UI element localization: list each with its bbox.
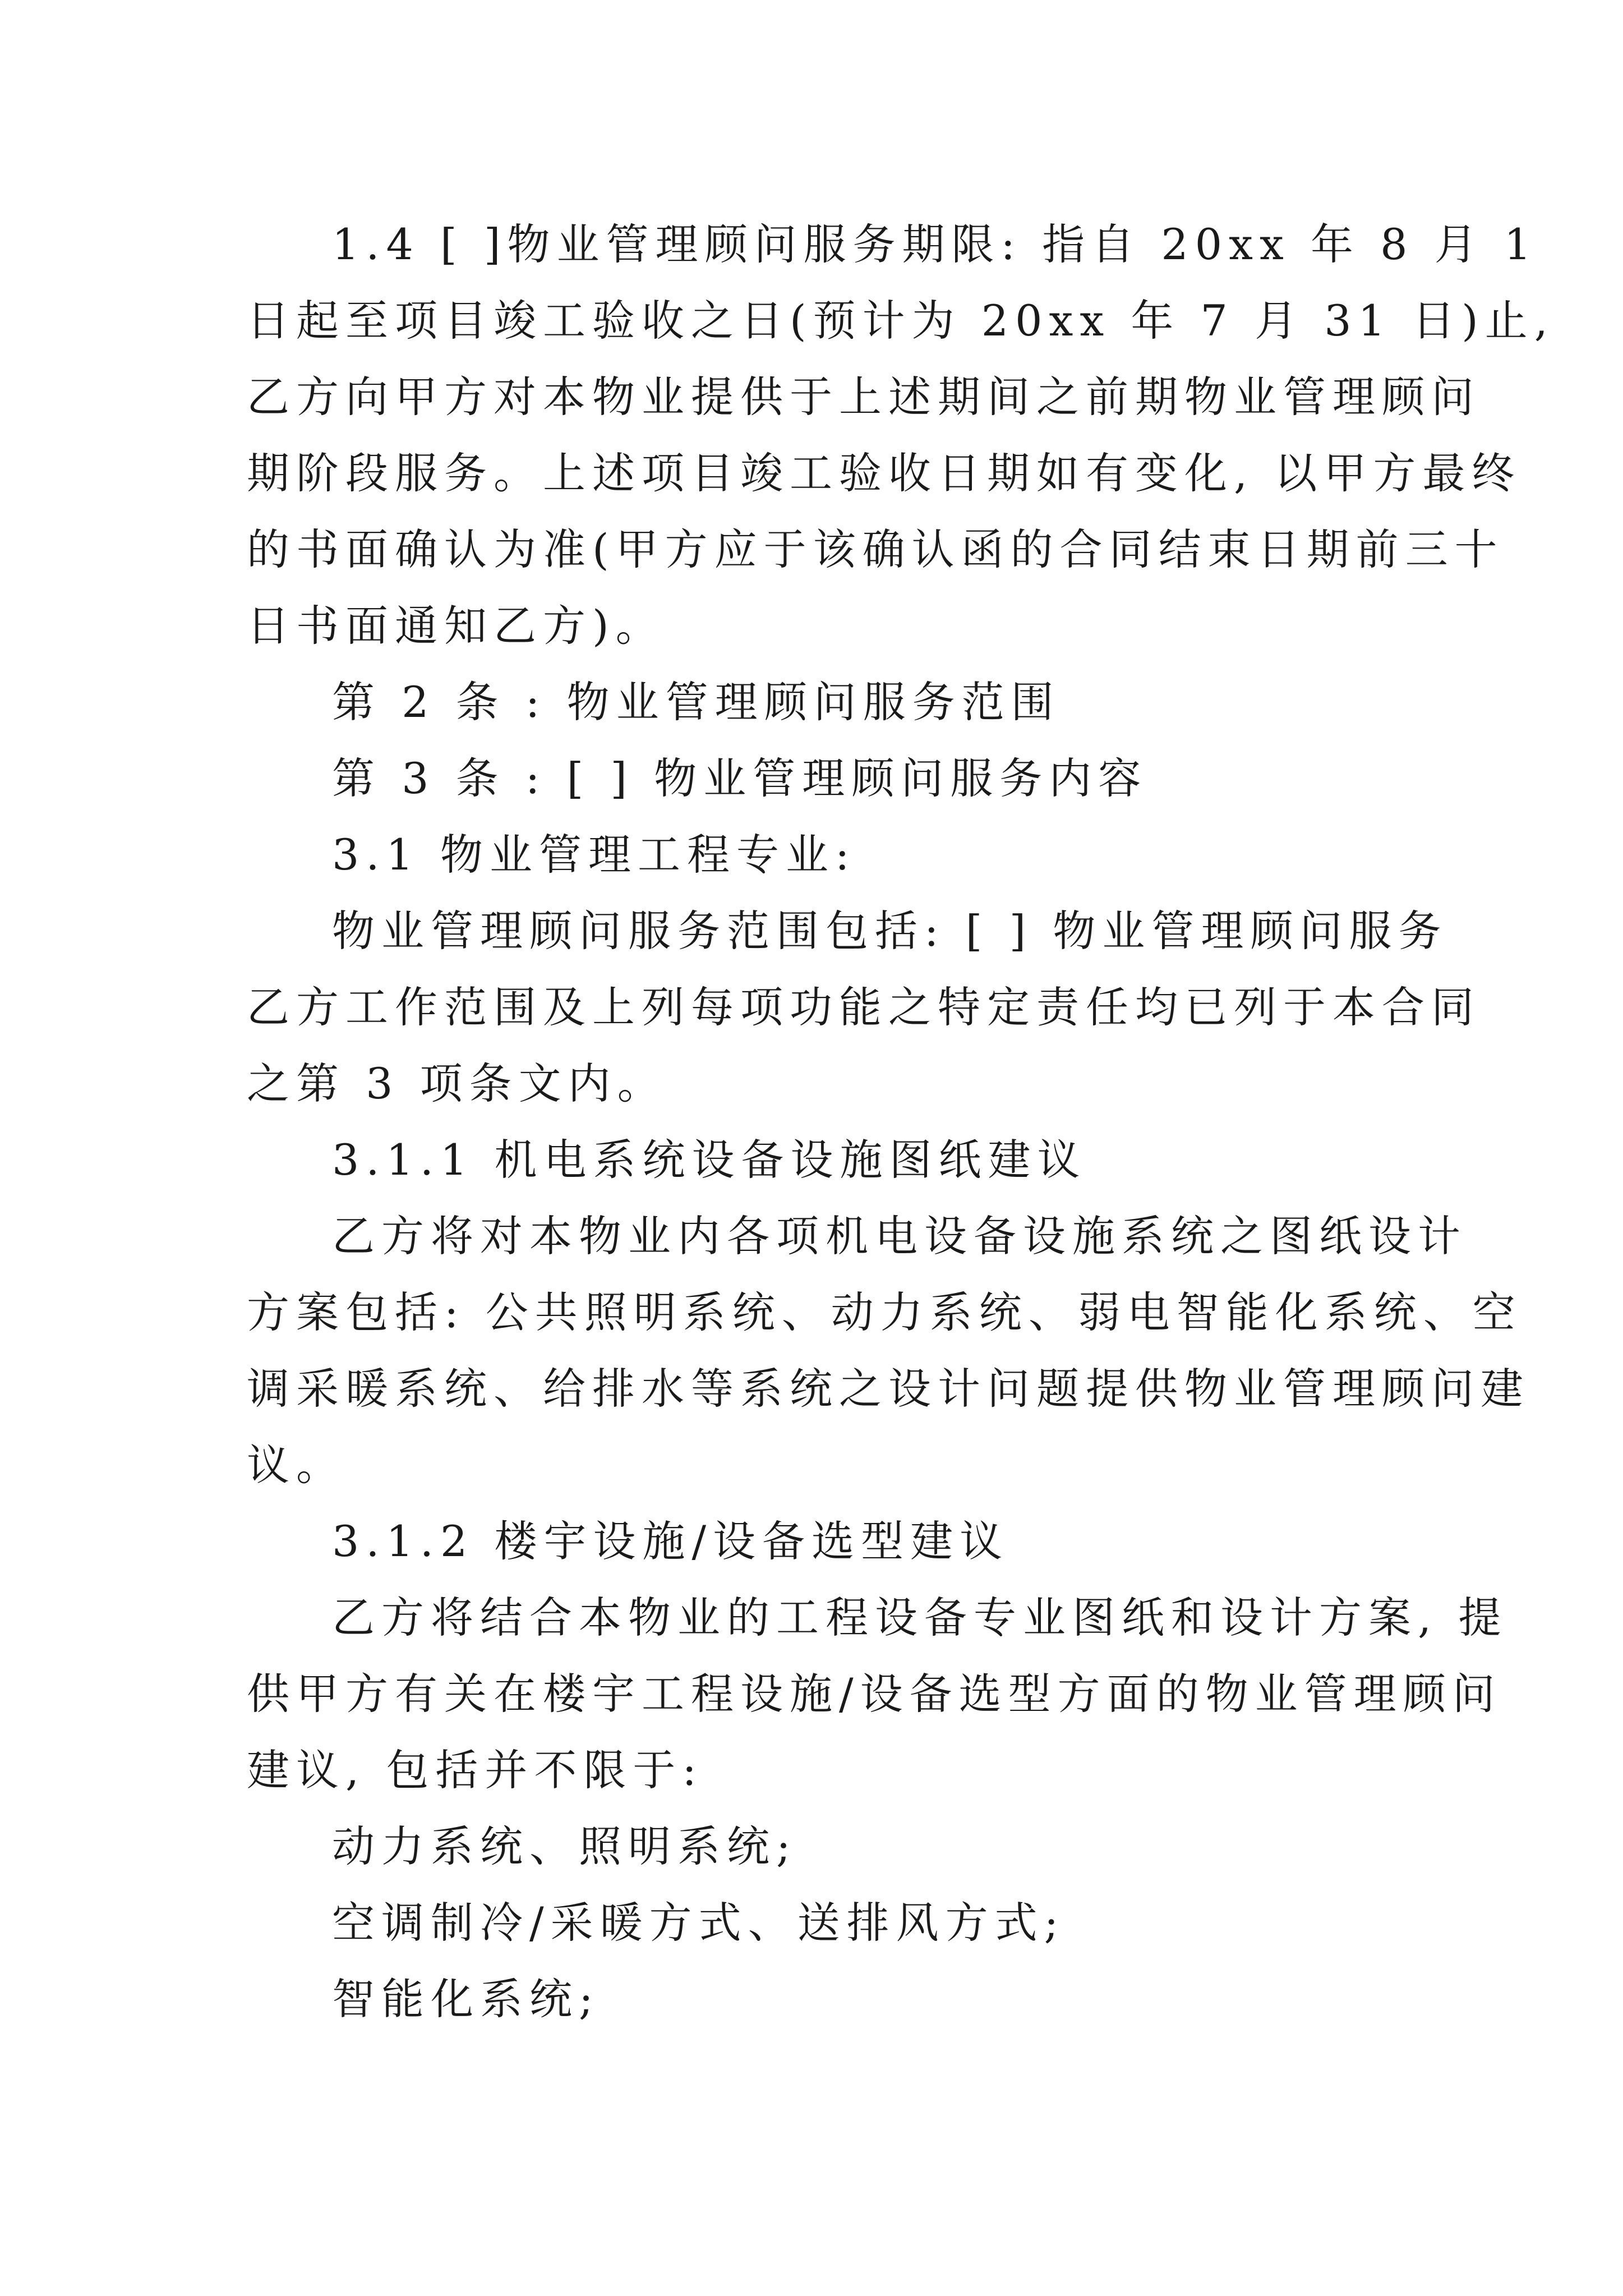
section-heading: 第 3 条 : [ ] 物业管理顾问服务内容 [332, 753, 1148, 803]
text-line: 调采暖系统、给排水等系统之设计问题提供物业管理顾问建 [247, 1364, 1530, 1414]
text-line: 之第 3 项条文内。 [247, 1059, 667, 1108]
text-line: 物业管理顾问服务范围包括: [ ] 物业管理顾问服务 [332, 906, 1448, 956]
text-line: 期阶段服务。上述项目竣工验收日期如有变化, 以甲方最终 [247, 448, 1521, 498]
text-line: 乙方向甲方对本物业提供于上述期间之前期物业管理顾问 [247, 372, 1481, 422]
text-line: 建议, 包括并不限于: [247, 1745, 703, 1795]
subsection-heading: 3.1 物业管理工程专业: [332, 830, 856, 880]
subsection-heading: 3.1.1 机电系统设备设施图纸建议 [332, 1135, 1087, 1185]
section-heading: 第 2 条 : 物业管理顾问服务范围 [332, 677, 1061, 727]
text-line: 乙方工作范围及上列每项功能之特定责任均已列于本合同 [247, 982, 1481, 1032]
text-line: 的书面确认为准(甲方应于该确认函的合同结束日期前三十 [247, 524, 1504, 574]
text-line: 乙方将对本物业内各项机电设备设施系统之图纸设计 [332, 1211, 1467, 1261]
text-line: 1.4 [ ]物业管理顾问服务期限: 指自 20xx 年 8 月 1 [332, 219, 1538, 269]
text-line: 方案包括: 公共照明系统、动力系统、弱电智能化系统、空 [247, 1287, 1522, 1337]
list-item: 智能化系统; [332, 1974, 600, 2024]
text-line: 供甲方有关在楼宇工程设施/设备选型方面的物业管理顾问 [247, 1669, 1502, 1719]
text-line: 日起至项目竣工验收之日(预计为 20xx 年 7 月 31 日)止, [247, 296, 1555, 346]
text-line: 乙方将结合本物业的工程设备专业图纸和设计方案, 提 [332, 1593, 1508, 1642]
list-item: 空调制冷/采暖方式、送排风方式; [332, 1898, 1066, 1948]
text-line: 日书面通知乙方)。 [247, 601, 665, 651]
subsection-heading: 3.1.2 楼宇设施/设备选型建议 [332, 1516, 1009, 1566]
text-line: 议。 [247, 1440, 345, 1490]
list-item: 动力系统、照明系统; [332, 1821, 797, 1871]
